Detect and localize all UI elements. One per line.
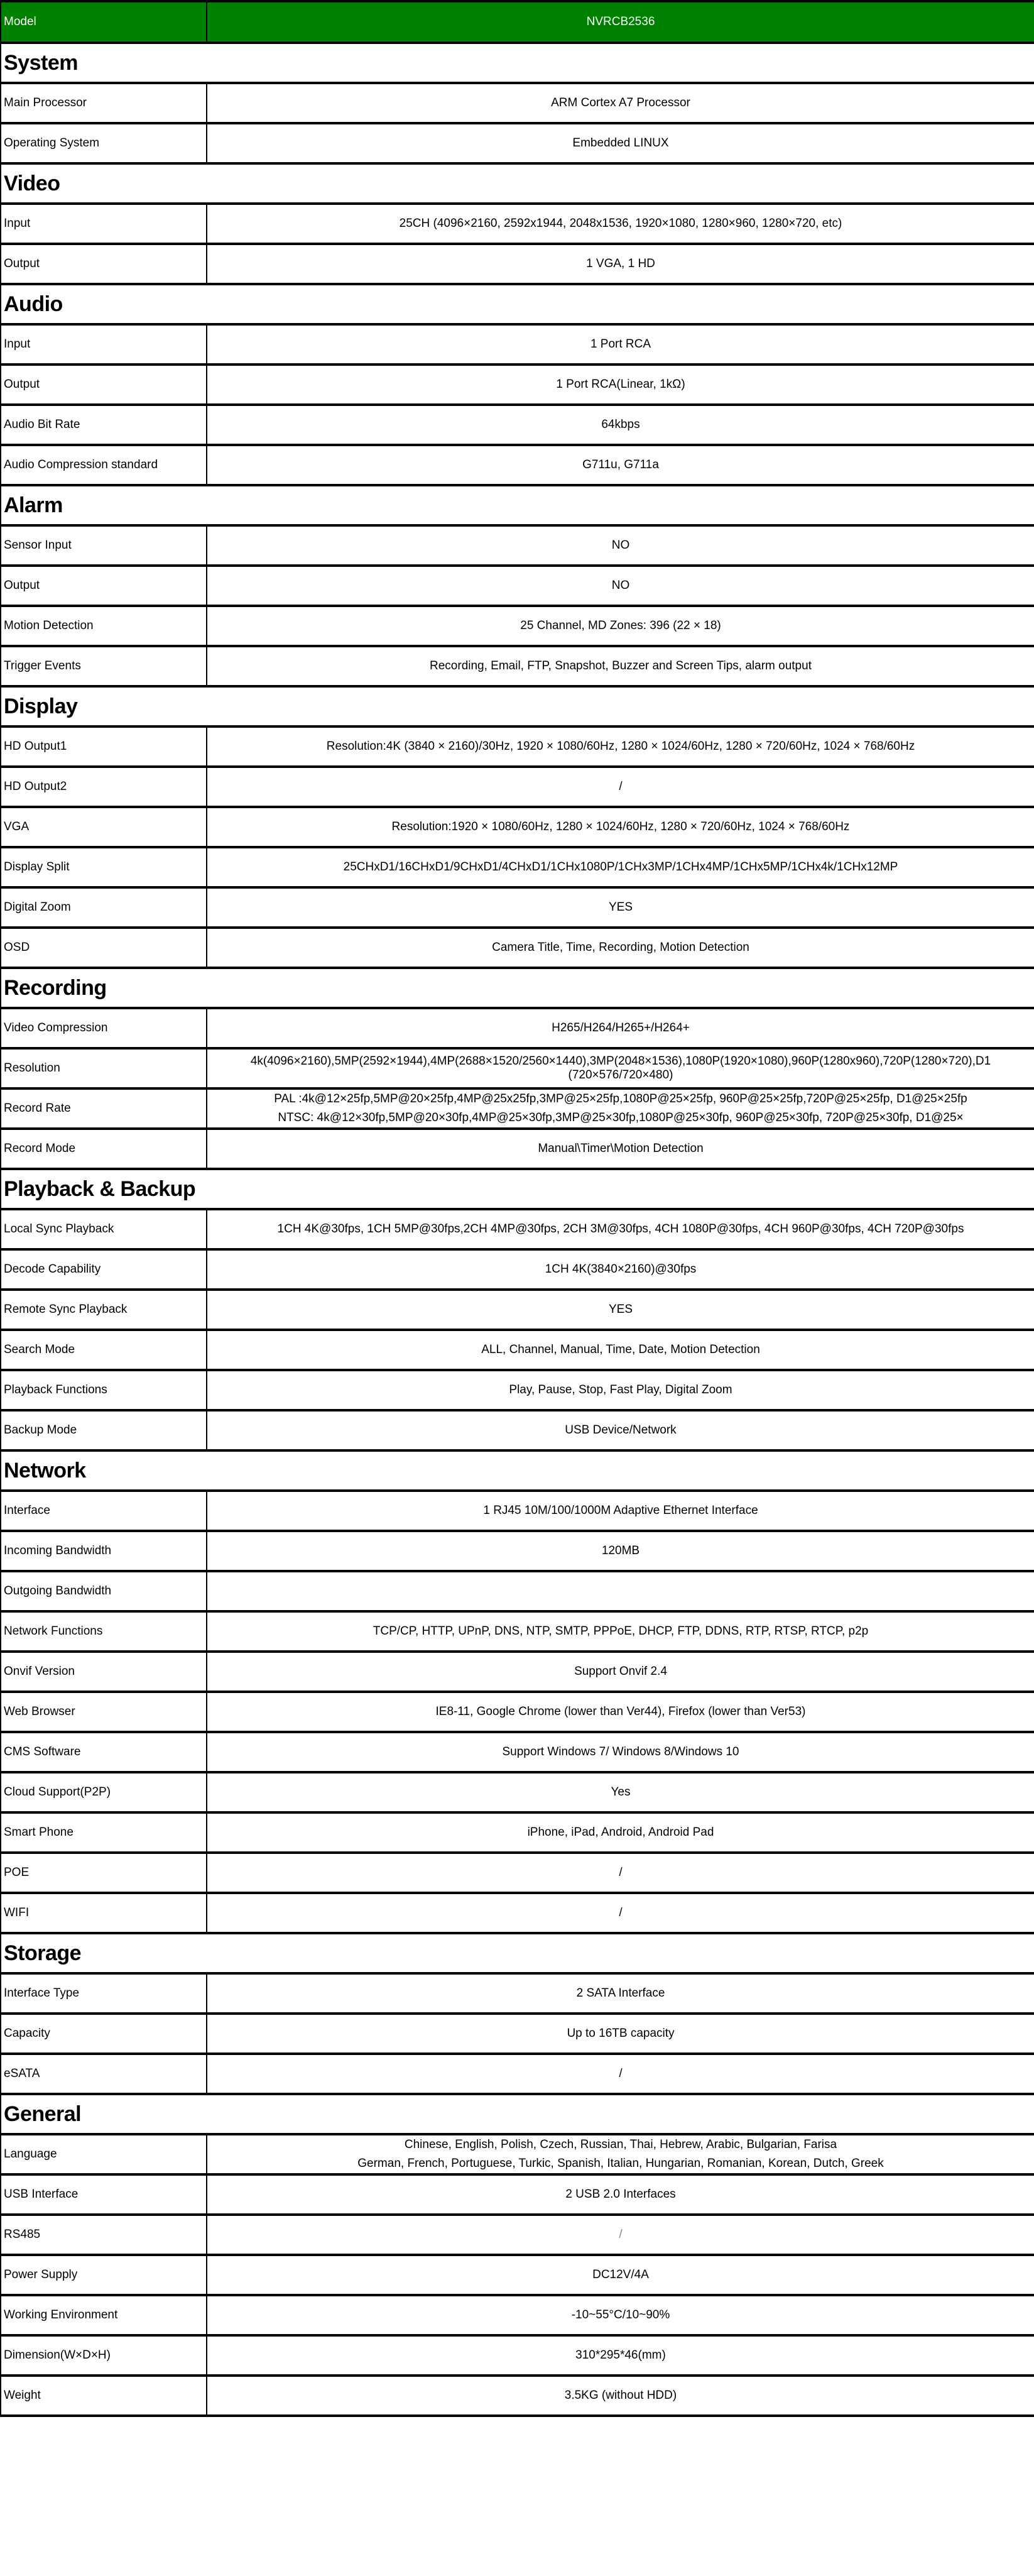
spec-value: Support Onvif 2.4	[207, 1652, 1034, 1692]
section-video	[1, 163, 1034, 204]
spec-label: Display Split	[1, 847, 207, 887]
spec-value: Resolution:4K (3840 × 2160)/30Hz, 1920 × 1080/60Hz, 1280 × 1024/60Hz, 1280 × 720/60Hz, 1024 × 768/60Hz	[207, 726, 1034, 767]
spec-row-interface-type	[1, 1973, 1034, 2014]
spec-row-local-sync-playback	[1, 1209, 1034, 1249]
spec-label: Record Mode	[1, 1129, 207, 1169]
spec-label: Smart Phone	[1, 1812, 207, 1853]
spec-row-hd-output1	[1, 726, 1034, 767]
spec-label: Output	[1, 364, 207, 405]
spec-row-incoming-bandwidth	[1, 1531, 1034, 1571]
spec-label: CMS Software	[1, 1732, 207, 1772]
section-title: Video	[1, 163, 1034, 204]
spec-value: /	[207, 1853, 1034, 1893]
spec-label: OSD	[1, 928, 207, 968]
spec-label: Power Supply	[1, 2255, 207, 2295]
spec-label: Language	[1, 2134, 207, 2174]
spec-value: DC12V/4A	[207, 2255, 1034, 2295]
spec-value: iPhone, iPad, Android, Android Pad	[207, 1812, 1034, 1853]
section-title: System	[1, 43, 1034, 83]
spec-value: Play, Pause, Stop, Fast Play, Digital Zoom	[207, 1370, 1034, 1410]
spec-label: Digital Zoom	[1, 887, 207, 928]
spec-value: 120MB	[207, 1531, 1034, 1571]
spec-value: 1 VGA, 1 HD	[207, 244, 1034, 284]
section-network	[1, 1450, 1034, 1491]
spec-row-playback-functions	[1, 1370, 1034, 1410]
spec-row-search-mode	[1, 1330, 1034, 1370]
spec-row-output	[1, 244, 1034, 284]
spec-row-capacity	[1, 2014, 1034, 2054]
spec-row-decode-capability	[1, 1249, 1034, 1290]
spec-row-dimension-w-d-h	[1, 2335, 1034, 2376]
spec-label: POE	[1, 1853, 207, 1893]
spec-row-rs485	[1, 2215, 1034, 2255]
spec-label: Operating System	[1, 123, 207, 163]
spec-value: 64kbps	[207, 405, 1034, 445]
spec-value: YES	[207, 1290, 1034, 1330]
spec-value: ARM Cortex A7 Processor	[207, 83, 1034, 123]
spec-label: Weight	[1, 2376, 207, 2416]
spec-label: USB Interface	[1, 2174, 207, 2215]
spec-value: Yes	[207, 1772, 1034, 1812]
spec-row-main-processor	[1, 83, 1034, 123]
spec-label: Working Environment	[1, 2295, 207, 2335]
section-title: Playback & Backup	[1, 1169, 1034, 1209]
spec-value: 1 Port RCA(Linear, 1kΩ)	[207, 364, 1034, 405]
spec-row-sensor-input	[1, 525, 1034, 566]
spec-row-trigger-events	[1, 646, 1034, 686]
spec-value: 3.5KG (without HDD)	[207, 2376, 1034, 2416]
spec-value: 4k(4096×2160),5MP(2592×1944),4MP(2688×1520/2560×1440),3MP(2048×1536),1080P(1920×1080),960P(1280x960),720P(1280×720),D1 (720×576/720×480)	[207, 1048, 1034, 1088]
spec-value: 25CHxD1/16CHxD1/9CHxD1/4CHxD1/1CHx1080P/1CHx3MP/1CHx4MP/1CHx5MP/1CHx4k/1CHx12MP	[207, 847, 1034, 887]
spec-value: 1 Port RCA	[207, 324, 1034, 364]
spec-value: 25CH (4096×2160, 2592x1944, 2048x1536, 1920×1080, 1280×960, 1280×720, etc)	[207, 204, 1034, 244]
spec-value: Resolution:1920 × 1080/60Hz, 1280 × 1024/60Hz, 1280 × 720/60Hz, 1024 × 768/60Hz	[207, 807, 1034, 847]
spec-label: VGA	[1, 807, 207, 847]
spec-row-interface	[1, 1491, 1034, 1531]
spec-row-smart-phone	[1, 1812, 1034, 1853]
section-title: Recording	[1, 968, 1034, 1008]
spec-row-poe	[1, 1853, 1034, 1893]
spec-label: Output	[1, 566, 207, 606]
spec-label: Outgoing Bandwidth	[1, 1571, 207, 1611]
spec-label: HD Output2	[1, 767, 207, 807]
spec-row-weight	[1, 2376, 1034, 2416]
spec-row-record-mode	[1, 1129, 1034, 1169]
section-storage	[1, 1933, 1034, 1973]
spec-label: Capacity	[1, 2014, 207, 2054]
spec-value: /	[207, 2215, 1034, 2255]
section-title: General	[1, 2094, 1034, 2134]
spec-label: Audio Compression standard	[1, 445, 207, 485]
spec-value: 1 RJ45 10M/100/1000M Adaptive Ethernet Interface	[207, 1491, 1034, 1531]
spec-value: H265/H264/H265+/H264+	[207, 1008, 1034, 1048]
spec-label: Network Functions	[1, 1611, 207, 1652]
spec-label: Input	[1, 324, 207, 364]
spec-row-esata	[1, 2054, 1034, 2094]
section-title: Network	[1, 1450, 1034, 1491]
spec-row-cloud-support-p2p	[1, 1772, 1034, 1812]
spec-row-hd-output2	[1, 767, 1034, 807]
spec-row-input	[1, 324, 1034, 364]
spec-row-output	[1, 364, 1034, 405]
spec-value: TCP/CP, HTTP, UPnP, DNS, NTP, SMTP, PPPoE, DHCP, FTP, DDNS, RTP, RTSP, RTCP, p2p	[207, 1611, 1034, 1652]
spec-value: NO	[207, 525, 1034, 566]
spec-value: /	[207, 2054, 1034, 2094]
spec-value: ALL, Channel, Manual, Time, Date, Motion Detection	[207, 1330, 1034, 1370]
model-value: NVRCB2536	[207, 1, 1034, 43]
model-label: Model	[1, 1, 207, 43]
spec-value: 25 Channel, MD Zones: 396 (22 × 18)	[207, 606, 1034, 646]
spec-value: /	[207, 1893, 1034, 1933]
spec-value: PAL :4k@12×25fp,5MP@20×25fp,4MP@25x25fp,3MP@25×25fp,1080P@25×25fp, 960P@25×25fp,720P@25×25fp, D1@25×25fp NTSC: 4k@12×30fp,5MP@20×30fp,4MP@25×30fp,3MP@25×30fp,1080P@25×30fp, 960P@25×30fp, 720P@25×30fp, D1@25×	[207, 1088, 1034, 1129]
spec-row-web-browser	[1, 1692, 1034, 1732]
section-alarm	[1, 485, 1034, 525]
spec-label: Interface	[1, 1491, 207, 1531]
spec-label: Web Browser	[1, 1692, 207, 1732]
spec-row-remote-sync-playback	[1, 1290, 1034, 1330]
spec-value: -10~55°C/10~90%	[207, 2295, 1034, 2335]
spec-value: IE8-11, Google Chrome (lower than Ver44), Firefox (lower than Ver53)	[207, 1692, 1034, 1732]
spec-value: Up to 16TB capacity	[207, 2014, 1034, 2054]
spec-label: Main Processor	[1, 83, 207, 123]
spec-value	[207, 1571, 1034, 1611]
spec-label: Search Mode	[1, 1330, 207, 1370]
spec-row-working-environment	[1, 2295, 1034, 2335]
spec-label: Motion Detection	[1, 606, 207, 646]
spec-label: Cloud Support(P2P)	[1, 1772, 207, 1812]
spec-row-language	[1, 2134, 1034, 2174]
section-playback-backup	[1, 1169, 1034, 1209]
spec-row-audio-compression-standard	[1, 445, 1034, 485]
spec-value: YES	[207, 887, 1034, 928]
spec-row-backup-mode	[1, 1410, 1034, 1450]
spec-row-power-supply	[1, 2255, 1034, 2295]
spec-label: Backup Mode	[1, 1410, 207, 1450]
spec-label: WIFI	[1, 1893, 207, 1933]
spec-value: G711u, G711a	[207, 445, 1034, 485]
section-general	[1, 2094, 1034, 2134]
spec-row-resolution	[1, 1048, 1034, 1088]
spec-label: Resolution	[1, 1048, 207, 1088]
section-title: Storage	[1, 1933, 1034, 1973]
spec-label: Trigger Events	[1, 646, 207, 686]
section-title: Audio	[1, 284, 1034, 324]
spec-value: Camera Title, Time, Recording, Motion Detection	[207, 928, 1034, 968]
spec-value: 310*295*46(mm)	[207, 2335, 1034, 2376]
spec-label: Interface Type	[1, 1973, 207, 2014]
spec-label: RS485	[1, 2215, 207, 2255]
spec-label: Remote Sync Playback	[1, 1290, 207, 1330]
spec-table-body	[1, 1, 1034, 2416]
spec-row-display-split	[1, 847, 1034, 887]
spec-row-cms-software	[1, 1732, 1034, 1772]
spec-value: 1CH 4K(3840×2160)@30fps	[207, 1249, 1034, 1290]
spec-label: Local Sync Playback	[1, 1209, 207, 1249]
section-title: Display	[1, 686, 1034, 726]
spec-label: eSATA	[1, 2054, 207, 2094]
spec-row-motion-detection	[1, 606, 1034, 646]
spec-value: USB Device/Network	[207, 1410, 1034, 1450]
spec-value: Support Windows 7/ Windows 8/Windows 10	[207, 1732, 1034, 1772]
spec-row-operating-system	[1, 123, 1034, 163]
spec-label: Audio Bit Rate	[1, 405, 207, 445]
spec-value: 2 SATA Interface	[207, 1973, 1034, 2014]
section-display	[1, 686, 1034, 726]
spec-label: HD Output1	[1, 726, 207, 767]
section-system	[1, 43, 1034, 83]
spec-row-record-rate	[1, 1088, 1034, 1129]
section-audio	[1, 284, 1034, 324]
spec-row-osd	[1, 928, 1034, 968]
spec-row-vga	[1, 807, 1034, 847]
spec-value: Manual\Timer\Motion Detection	[207, 1129, 1034, 1169]
spec-value: NO	[207, 566, 1034, 606]
spec-row-digital-zoom	[1, 887, 1034, 928]
spec-value: Embedded LINUX	[207, 123, 1034, 163]
spec-label: Output	[1, 244, 207, 284]
spec-row-onvif-version	[1, 1652, 1034, 1692]
spec-label: Sensor Input	[1, 525, 207, 566]
spec-row-output	[1, 566, 1034, 606]
spec-row-network-functions	[1, 1611, 1034, 1652]
spec-label: Dimension(W×D×H)	[1, 2335, 207, 2376]
spec-value: Recording, Email, FTP, Snapshot, Buzzer and Screen Tips, alarm output	[207, 646, 1034, 686]
spec-label: Incoming Bandwidth	[1, 1531, 207, 1571]
spec-label: Onvif Version	[1, 1652, 207, 1692]
spec-label: Video Compression	[1, 1008, 207, 1048]
spec-row-usb-interface	[1, 2174, 1034, 2215]
spec-label: Record Rate	[1, 1088, 207, 1129]
spec-row-audio-bit-rate	[1, 405, 1034, 445]
spec-value: 1CH 4K@30fps, 1CH 5MP@30fps,2CH 4MP@30fps, 2CH 3M@30fps, 4CH 1080P@30fps, 4CH 960P@30fps, 4CH 720P@30fps	[207, 1209, 1034, 1249]
model-header-row	[1, 1, 1034, 43]
spec-value: Chinese, English, Polish, Czech, Russian, Thai, Hebrew, Arabic, Bulgarian, Farisa German, French, Portuguese, Turkic, Spanish, Italian, Hungarian, Romanian, Korean, Dutch, Greek	[207, 2134, 1034, 2174]
spec-label: Decode Capability	[1, 1249, 207, 1290]
spec-label: Playback Functions	[1, 1370, 207, 1410]
spec-row-video-compression	[1, 1008, 1034, 1048]
spec-row-input	[1, 204, 1034, 244]
spec-label: Input	[1, 204, 207, 244]
section-recording	[1, 968, 1034, 1008]
spec-row-wifi	[1, 1893, 1034, 1933]
section-title: Alarm	[1, 485, 1034, 525]
spec-value: 2 USB 2.0 Interfaces	[207, 2174, 1034, 2215]
spec-row-outgoing-bandwidth	[1, 1571, 1034, 1611]
spec-value: /	[207, 767, 1034, 807]
